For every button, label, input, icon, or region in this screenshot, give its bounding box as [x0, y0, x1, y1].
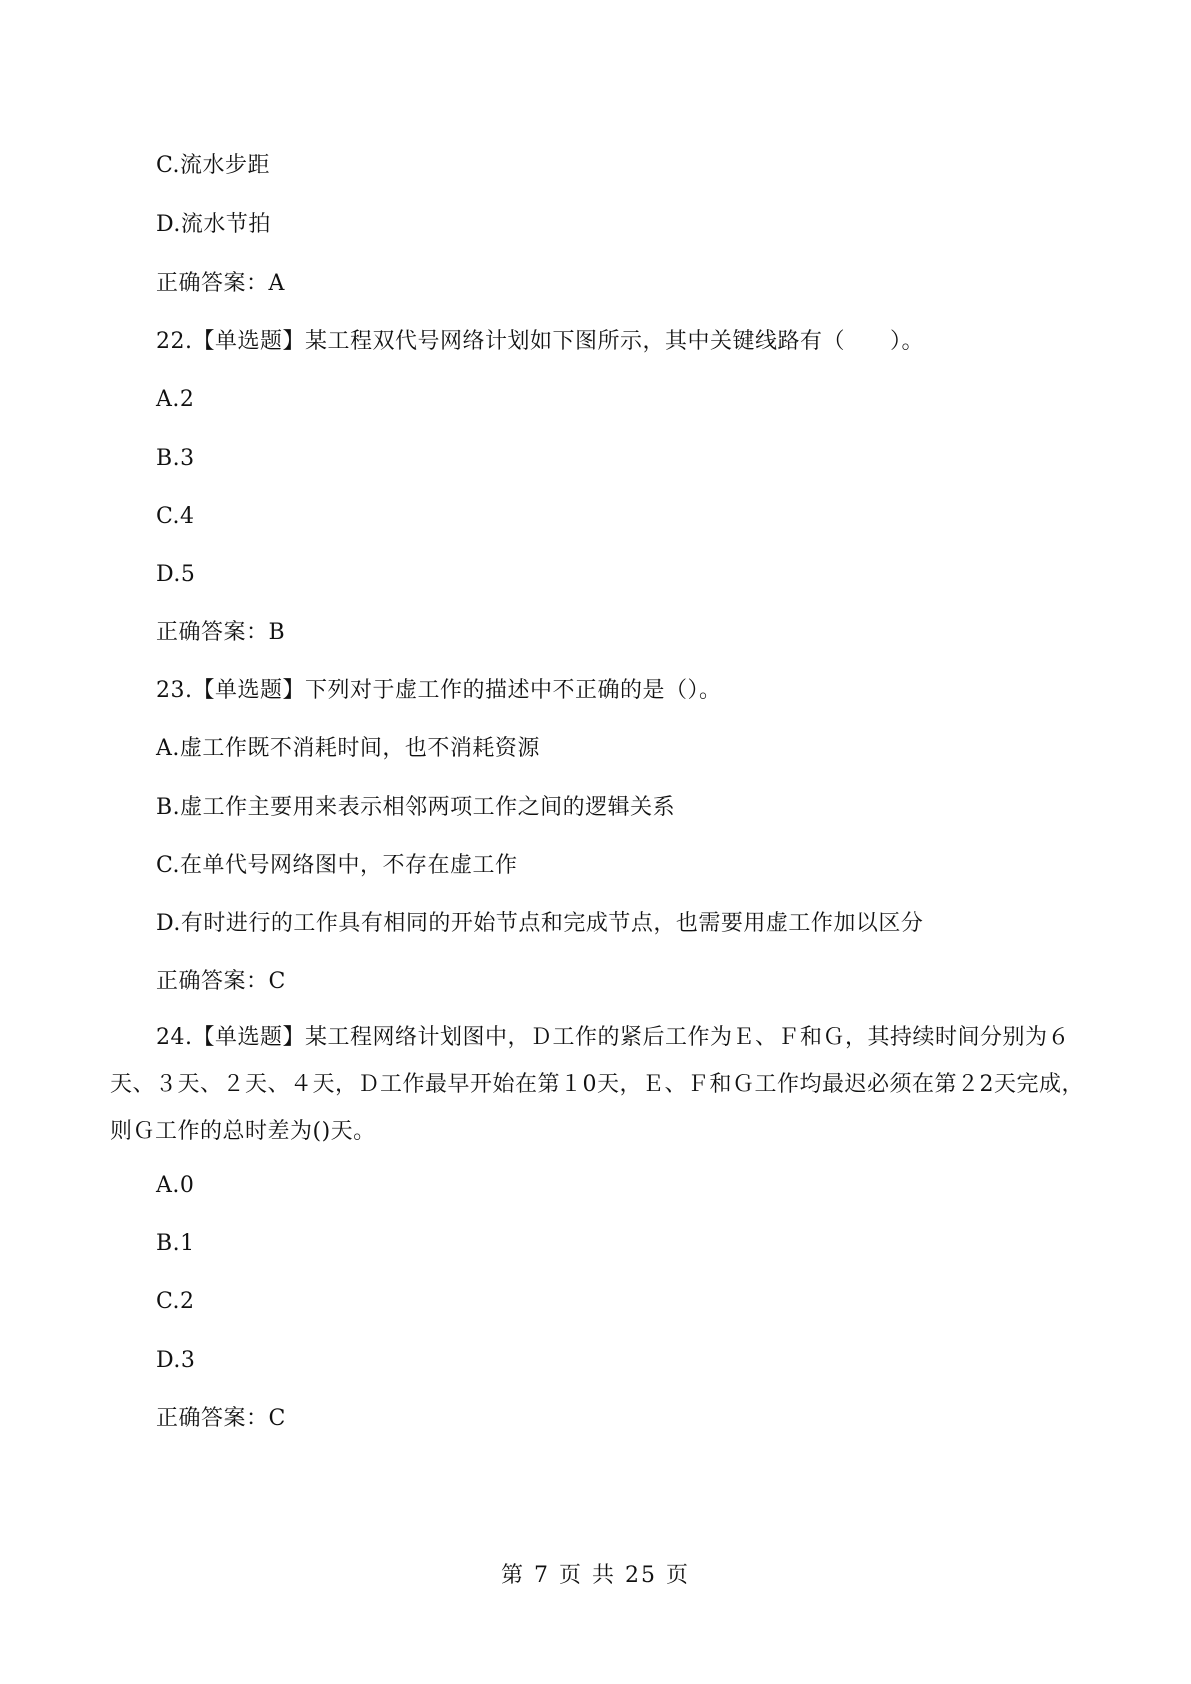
page-number: 第 7 页 共 25 页: [501, 1563, 690, 1588]
answer-q21: 正确答案：A: [156, 271, 285, 296]
option-c-q24: C.2: [156, 1289, 195, 1314]
option-d-q23: D.有时进行的工作具有相同的开始节点和完成节点，也需要用虚工作加以区分: [156, 911, 924, 936]
option-d-q24: D.3: [156, 1348, 196, 1373]
question-23: 23.【单选题】下列对于虚工作的描述中不正确的是（）。: [156, 678, 722, 703]
answer-q23: 正确答案：C: [156, 969, 286, 994]
answer-q24: 正确答案：C: [156, 1406, 286, 1431]
question-22: 22.【单选题】某工程双代号网络计划如下图所示，其中关键线路有（ ）。: [156, 329, 924, 354]
option-c-q21: C.流水步距: [156, 153, 271, 178]
question-24: 24.【单选题】某工程网络计划图中，Ｄ工作的紧后工作为Ｅ、Ｆ和Ｇ，其持续时间分别为６天、３天、２天、４天，Ｄ工作最早开始在第１0天，Ｅ、Ｆ和Ｇ工作均最迟必须在第２2天完成，则Ｇ工作的总时差为()天。: [110, 1025, 1084, 1144]
option-b-q22: B.3: [156, 446, 195, 471]
option-b-q23: B.虚工作主要用来表示相邻两项工作之间的逻辑关系: [156, 795, 676, 820]
option-a-q22: A.2: [156, 387, 195, 412]
option-a-q23: A.虚工作既不消耗时间，也不消耗资源: [156, 736, 540, 761]
page-footer: [0, 1562, 1191, 1590]
option-d-q22: D.5: [156, 562, 196, 587]
option-b-q24: B.1: [156, 1231, 195, 1256]
option-d-q21: D.流水节拍: [156, 212, 271, 237]
option-c-q23: C.在单代号网络图中，不存在虚工作: [156, 853, 518, 878]
option-c-q22: C.4: [156, 504, 195, 529]
answer-q22: 正确答案：B: [156, 620, 286, 645]
option-a-q24: A.0: [156, 1173, 195, 1198]
